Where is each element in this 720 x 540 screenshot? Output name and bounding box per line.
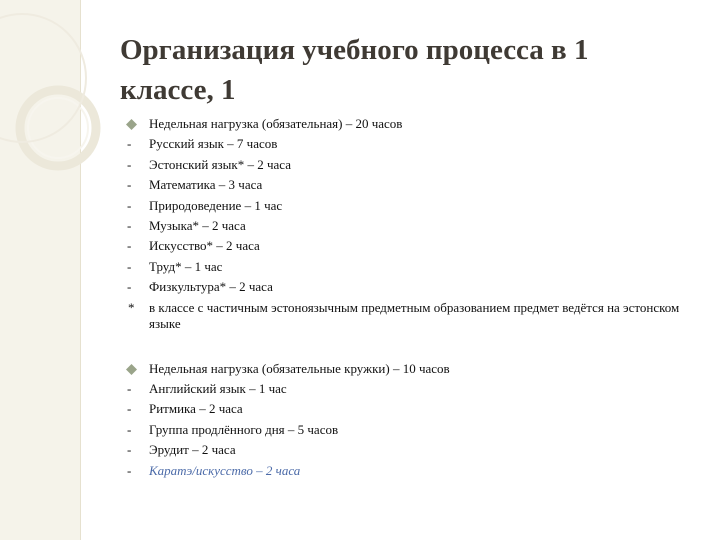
list-item-text: Эстонский язык* – 2 часа	[149, 156, 291, 172]
list-item	[126, 134, 696, 154]
bullet-icon	[126, 119, 137, 130]
list-item	[126, 277, 696, 297]
footnote-star: *	[128, 299, 135, 315]
list-item-text: Физкультура* – 2 часа	[149, 279, 273, 295]
list-item	[126, 175, 696, 195]
list-item-text: Природоведение – 1 час	[149, 197, 283, 213]
list-item-text: Искусство* – 2 часа	[149, 238, 260, 254]
list-item-text: Музыка* – 2 часа	[149, 218, 246, 234]
dash-marker: -	[127, 197, 132, 213]
dash-marker: -	[127, 279, 132, 295]
block2-heading	[126, 359, 696, 379]
dash-marker: -	[127, 381, 132, 397]
dash-marker: -	[127, 442, 132, 458]
list-item	[126, 461, 696, 481]
list-item	[126, 236, 696, 256]
list-item-text: Труд* – 1 час	[149, 258, 223, 274]
list-item-text: Группа продлённого дня – 5 часов	[149, 421, 339, 437]
list-item-text: Математика – 3 часа	[149, 177, 263, 193]
dash-marker: -	[127, 462, 132, 478]
list-item	[126, 216, 696, 236]
dash-marker: -	[127, 177, 132, 193]
dash-marker: -	[127, 218, 132, 234]
dash-marker: -	[127, 401, 132, 417]
block1-heading-text: Недельная нагрузка (обязательная) – 20 часов	[149, 116, 403, 131]
block-spacer	[126, 332, 696, 359]
list-item	[126, 420, 696, 440]
list-item-text: Английский язык – 1 час	[149, 381, 287, 397]
dash-marker: -	[127, 136, 132, 152]
list-item-text: Русский язык – 7 часов	[149, 136, 278, 152]
slide-content	[126, 114, 696, 481]
list-item	[126, 379, 696, 399]
dash-marker: -	[127, 258, 132, 274]
dash-marker: -	[127, 238, 132, 254]
dash-marker: -	[127, 156, 132, 172]
list-item-text: Эрудит – 2 часа	[149, 442, 236, 458]
list-item	[126, 399, 696, 419]
footnote	[126, 300, 696, 332]
list-item-text: Каратэ/искусство – 2 часа	[149, 462, 301, 478]
list-item	[126, 196, 696, 216]
list-item	[126, 257, 696, 277]
list-item	[126, 155, 696, 175]
dash-marker: -	[127, 421, 132, 437]
slide-title: Организация учебного процесса в 1 классе, 1	[120, 34, 589, 106]
list-item	[126, 440, 696, 460]
bullet-icon	[126, 364, 137, 375]
footnote-text: в классе с частичным эстоноязычным предметным образованием предмет ведётся на эстонском языке	[149, 299, 680, 331]
block1-heading	[126, 114, 696, 134]
block2-heading-text: Недельная нагрузка (обязательные кружки) – 10 часов	[149, 360, 450, 376]
list-item-text: Ритмика – 2 часа	[149, 401, 243, 417]
